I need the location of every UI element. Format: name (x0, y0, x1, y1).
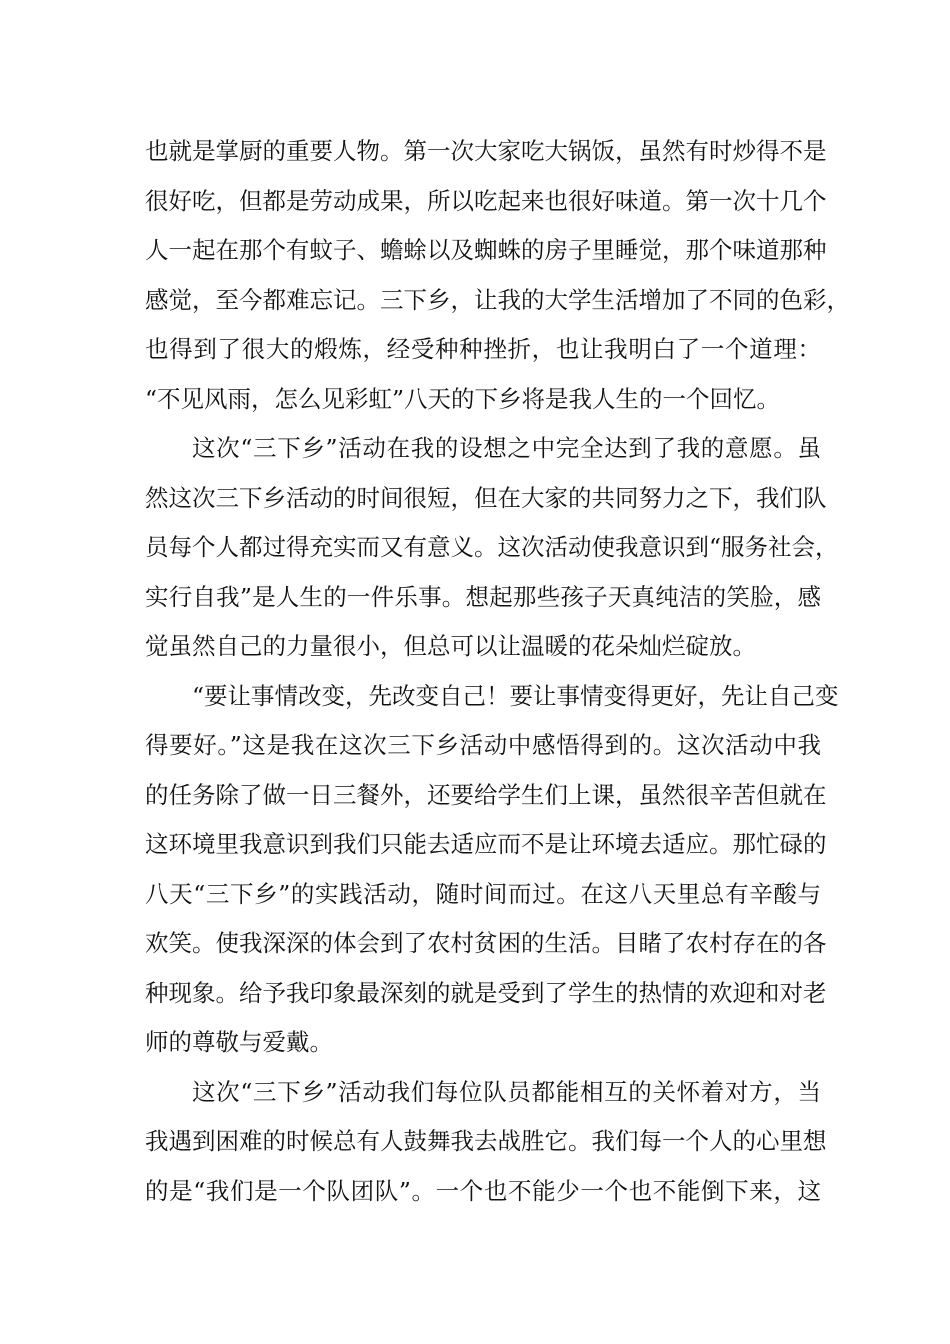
text-line: 感觉，至今都难忘记。三下乡，让我的大学生活增加了不同的色彩， (145, 285, 850, 314)
text-line: 这次“三下乡”活动我们每位队员都能相互的关怀着对方，当 (192, 1077, 821, 1106)
paragraph (145, 672, 839, 1068)
text-line: 的是“我们是一个队团队”。一个也不能少一个也不能倒下来，这 (145, 1176, 821, 1205)
text-line: 的任务除了做一日三餐外，还要给学生们上课，虽然很辛苦但就在 (145, 780, 827, 809)
text-line: 这次“三下乡”活动在我的设想之中完全达到了我的意愿。虽 (192, 434, 821, 462)
text-line: 也得到了很大的煅炼，经受种种挫折，也让我明白了一个道理： (145, 335, 821, 363)
text-line: 人一起在那个有蚊子、蟾蜍以及蜘蛛的房子里睡觉，那个味道那种 (145, 236, 827, 264)
text-line: 这环境里我意识到我们只能去适应而不是让环境去适应。那忙碌的 (145, 830, 827, 858)
text-line: “不见风雨，怎么见彩虹”八天的下乡将是我人生的一个回忆。 (145, 384, 781, 413)
text-line: “要让事情改变，先改变自己！要让事情变得更好，先让自己变 (192, 681, 839, 710)
text-line: 得要好。”这是我在这次三下乡活动中感悟得到的。这次活动中我 (145, 731, 821, 759)
text-line: 八天“三下乡”的实践活动，随时间而过。在这八天里总有辛酸与 (145, 879, 821, 908)
text-line: 种现象。给予我印象最深刻的就是受到了学生的热情的欢迎和对老 (145, 978, 827, 1007)
text-line: 师的尊敬与爱戴。 (145, 1028, 333, 1056)
text-line: 很好吃，但都是劳动成果，所以吃起来也很好味道。第一次十几个 (145, 186, 827, 215)
text-line: 实行自我”是人生的一件乐事。想起那些孩子天真纯洁的笑脸，感 (145, 582, 821, 611)
text-line: 员每个人都过得充实而又有意义。这次活动使我意识到“服务社会， (145, 533, 839, 561)
text-line: 然这次三下乡活动的时间很短，但在大家的共同努力之下，我们队 (145, 483, 827, 512)
document-body (145, 127, 850, 1216)
text-line: 也就是掌厨的重要人物。第一次大家吃大锅饭，虽然有时炒得不是 (145, 137, 827, 165)
text-line: 觉虽然自己的力量很小，但总可以让温暖的花朵灿烂碇放。 (145, 632, 756, 660)
text-line: 我遇到困难的时候总有人鼓舞我去战胜它。我们每一个人的心里想 (145, 1127, 827, 1155)
paragraph (145, 127, 850, 424)
text-line: 欢笑。使我深深的体会到了农村贫困的生活。目睹了农村存在的各 (145, 929, 827, 957)
paragraph (145, 1068, 827, 1217)
paragraph (145, 424, 839, 672)
